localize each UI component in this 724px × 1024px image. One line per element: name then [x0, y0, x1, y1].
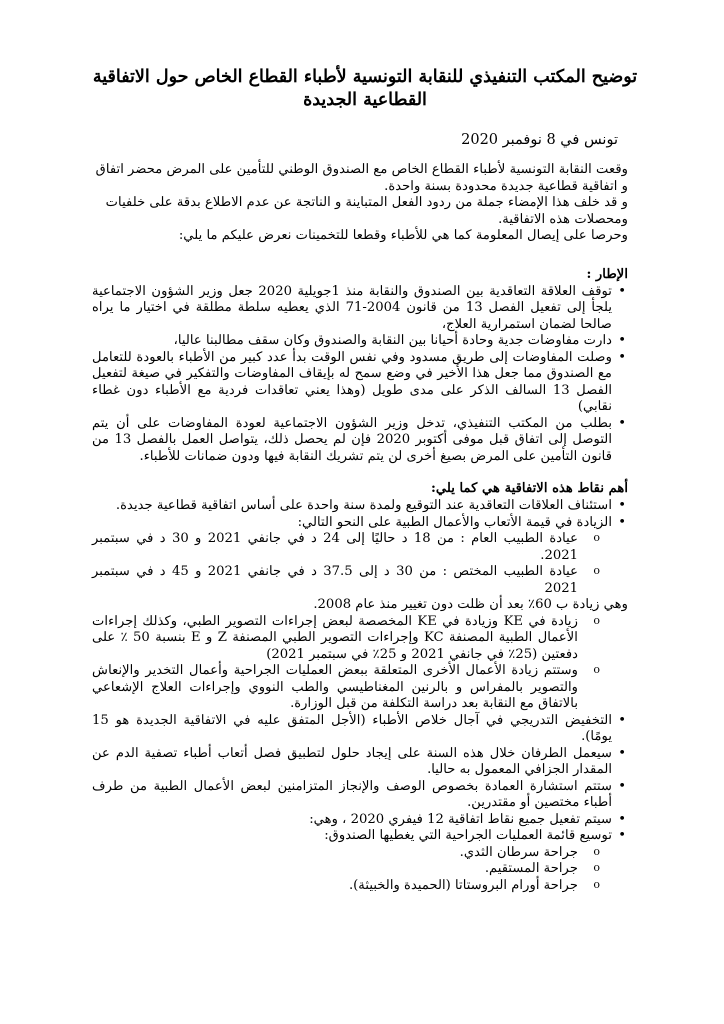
sublist-item: o عيادة الطبيب المختص : من 30 د إلى 37.5 د في جانفي 2021 و 45 د في سبتمبر 2021: [92, 564, 578, 597]
list-item: • سيتم تفعيل جميع نقاط اتفاقية 12 فيفري 2020 ، وهي:: [92, 812, 612, 829]
section-heading-agreement-points: أهم نقاط هذه الاتفاقية هي كما يلي:: [431, 481, 628, 496]
list-item: • التخفيض التدريجي في آجال خلاص الأطباء (الأجل المتفق عليه في الاتفاقية الجديدة هو 15 يومًا).: [92, 713, 612, 746]
sublist-item: o عيادة الطبيب العام : من 18 د حاليًا إلى 24 د في جانفي 2021 و 30 د في سبتمبر 2021.: [92, 531, 578, 564]
sublist-item: o زيادة في KE وزيادة في KE المخصصة لبعض إجراءات التصوير الطبي، وكذلك إجراءات الأعمال الطبية المصنفة KC وإجراءات التصوير الطبي المصنفة Z و E بنسبة 50 ٪ على دفعتين (25٪ في جانفي 2021 و 25٪ في سبتمبر 2021): [92, 614, 578, 664]
list-item-surgery: [92, 828, 612, 894]
intro-section: [92, 162, 628, 245]
list-item: • ستتم استشارة العمادة بخصوص الوصف والإنجاز المتزامنين لبعض الأعمال الطبية من طرف أطباء مختصين أو مقتدرين.: [92, 779, 612, 812]
surgery-sublist: [92, 845, 612, 895]
list-item: • استئناف العلاقات التعاقدية عند التوقيع ولمدة سنة واحدة على أساس اتفاقية قطاعية جديدة.: [92, 498, 612, 515]
list-item: • توقف العلاقة التعاقدية بين الصندوق والنقابة منذ 1جويلية 2020 جعل وزير الشؤون الاجتماعية يلجأ إلى تفعيل الفصل 13 من قانون 2004-71 الذي يعطيه سلطة مطلقة في اختيار ما يراه صالحا لضمان استمرارية العلاج،: [92, 284, 612, 334]
list-item: • سيعمل الطرفان خلال هذه السنة على إيجاد حلول لتطبيق فصل أتعاب أطباء تصفية الدم عن المقدار الجزافي المعمول به حاليا.: [92, 746, 612, 779]
intro-paragraph: و قد خلف هذا الإمضاء جملة من ردود الفعل المتباينة و الناتجة عن عدم الاطلاع بدقة على خلفيات ومحصلات هذه الاتفاقية.: [105, 195, 628, 227]
fee-increase-sublist: [92, 531, 612, 597]
increase-note: وهي زيادة ب 60٪ بعد أن ظلت دون تغيير منذ عام 2008.: [313, 597, 628, 612]
sublist-item: o جراحة المستقيم.: [92, 861, 578, 878]
list-item-wrapper: [92, 614, 612, 713]
sublist-item: o وستتم زيادة الأعمال الأخرى المتعلقة ببعض العمليات الجراحية وأعمال التخدير والإنعاش والتصوير بالمفراس و بالرنين المغناطيسي والطب النووي وإجراءات العلاج الإشعاعي بالاتفاق مع النقابة بعد دراسة التكلفة من قبل الوزارة.: [92, 663, 578, 713]
agreement-points-list: [92, 498, 628, 597]
list-item-text: الزيادة في قيمة الأتعاب والأعمال الطبية على النحو التالي:: [297, 514, 612, 530]
list-item-text: توسيع قائمة العمليات الجراحية التي يغطيها الصندوق:: [324, 828, 612, 843]
intro-paragraph: وقعت النقابة التونسية لأطباء القطاع الخاص مع الصندوق الوطني للتأمين على المرض محضر اتفاق و اتفاقية قطاعية جديدة محدودة بسنة واحدة.: [95, 162, 628, 194]
list-item: • بطلب من المكتب التنفيذي، تدخل وزير الشؤون الاجتماعية لعودة المفاوضات على أن يتم التوصل إلى اتفاق قبل موفى أكتوبر 2020 فإن لم يحصل ذلك، يتواصل العمل بالفصل 13 من قانون التأمين على المرض بصيغ أخرى لن يتم تشريك النقابة فيها ودون ضمانات للأطباء.: [92, 416, 612, 466]
sublist-item: o جراحة سرطان الثدي.: [92, 845, 578, 862]
framework-list: [92, 284, 628, 466]
list-item: • وصلت المفاوضات إلى طريق مسدود وفي نفس الوقت بدأ عدد كبير من الأطباء بالعودة للتعامل مع الصندوق مما جعل هذا الأخير في وضع سمح له بإيقاف المفاوضات والتفكير في صيغة لتفعيل الفصل 13 السالف الذكر على مدى طويل (وهذا يعني تعاقدات فردية مع الأطباء دون غطاء نقابي): [92, 350, 612, 416]
document-title: توضيح المكتب التنفيذي للنقابة التونسية لأطباء القطاع الخاص حول الاتفاقية القطاعية الجديدة: [92, 67, 638, 110]
document-date: تونس في 8 نوفمبر 2020: [461, 132, 618, 148]
section-heading-framework: الإطار :: [586, 266, 628, 282]
intro-paragraph: وحرصا على إيصال المعلومة كما هي للأطباء وقطعا للتخمينات نعرض عليكم ما يلي:: [178, 228, 628, 243]
list-item-increase: [92, 515, 612, 598]
agreement-points-list-continued: [92, 614, 628, 895]
acts-sublist: [92, 614, 612, 713]
sublist-item: o جراحة أورام البروستاتا (الحميدة والخبيثة).: [92, 878, 578, 895]
list-item: • دارت مفاوضات جدية وحادة أحيانا بين النقابة والصندوق وكان سقف مطالبنا عاليا،: [92, 333, 612, 350]
